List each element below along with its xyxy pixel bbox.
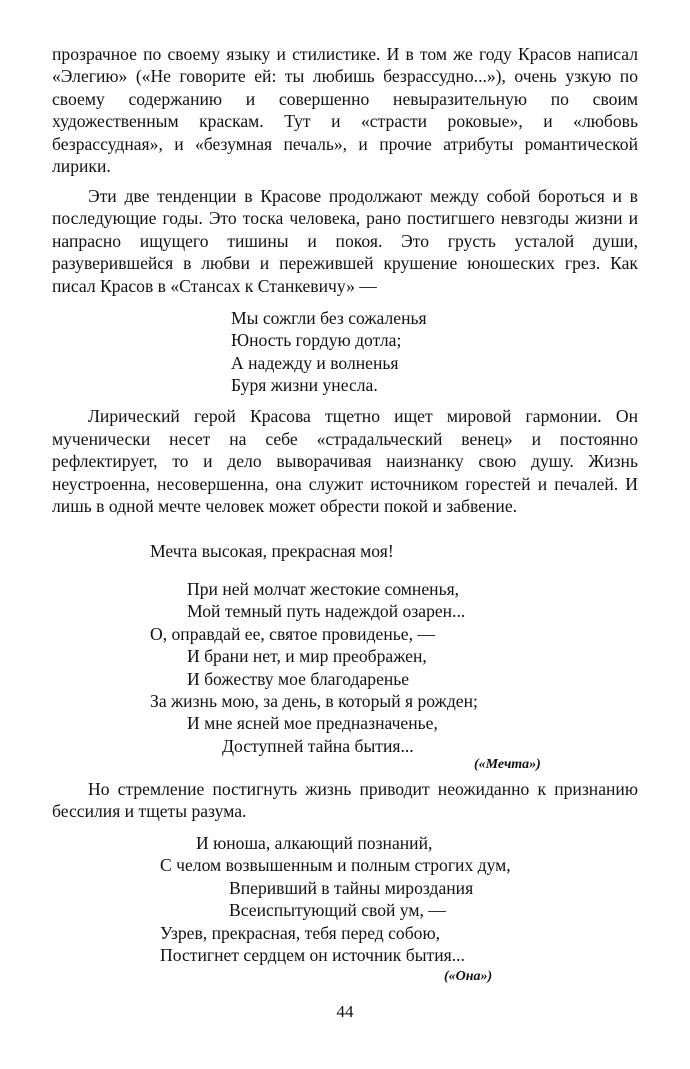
verse-line: О, оправдай ее, святое провиденье, — — [150, 623, 435, 644]
verse-line: При ней молчат жестокие сомненья, — [187, 579, 460, 599]
paragraph-lyrical-hero: Лирический герой Красова тщетно ищет мировой гармонии. Он мученически несет на себе «страдальческий венец» и постоянно рефлектирует, то и дело выворачивая наизнанку свою душу. Жизнь неустроенна, несовершенна, она служит источником горестей и печалей. И лишь в одной мечте человек может обрести покой и забвение. — [52, 406, 638, 517]
verse-ona — [160, 832, 511, 966]
verse-line: Постигнет сердцем он источник бытия... — [160, 945, 465, 966]
verse-line: А надежду и волненья — [231, 352, 399, 373]
page-number: 44 — [336, 1002, 354, 1021]
verse-line: Мой темный путь надеждой озарен... — [187, 601, 466, 622]
paragraph-two-tendencies: Эти две тенденции в Красове продолжают между собой бороться и в последующие годы. Это тоска человека, рано постигшего невзгоды жизни и напрасно ищущего тишины и покоя. Это грусть усталой души, разуверившейся в любви и пережившей крушение юношеских грез. Как писал Красов в «Стансах к Станкевичу» — — [52, 186, 638, 296]
verse-line: Всеиспытующий свой ум, — — [229, 900, 446, 921]
verse-line: Доступней тайна бытия... — [222, 735, 414, 756]
verse-line: Буря жизни унесла. — [231, 375, 378, 396]
verse-mechta — [150, 578, 478, 757]
verse-mechta-first-line — [150, 540, 394, 562]
source-ona: («Она») — [444, 969, 493, 984]
verse-line: И божеству мое благодаренье — [187, 668, 410, 689]
verse-line: Мы сожгли без сожаленья — [231, 308, 427, 328]
verse-line: Вперивший в тайны мироздания — [229, 877, 474, 898]
verse-line: И мне ясней мое предназначенье, — [187, 713, 438, 734]
paragraph-striving: Но стремление постигнуть жизнь приводит неожиданно к признанию бессилия и тщеты разума. — [52, 779, 638, 822]
verse-line: И брани нет, и мир преображен, — [187, 646, 427, 667]
source-mechta: («Мечта») — [474, 757, 541, 772]
verse-stanzas-to-stankevich — [231, 307, 427, 397]
verse-line: Юность гордую дотла; — [231, 330, 402, 351]
verse-line: С челом возвышенным и полным строгих дум, — [160, 855, 511, 876]
paragraph-elegy: прозрачное по своему языку и стилистике. И в том же году Красов написал «Элегию» («Не говорите ей: ты любишь безрассудно...»), очень узкую по своему содержанию и совершенно невыразительную по своим художественным краскам. Тут и «страсти роковые», и «любовь безрассудная», и «безумная печаль», и прочие атрибуты романтической лирики. — [52, 44, 638, 177]
verse-line: Мечта высокая, прекрасная моя! — [150, 541, 394, 561]
verse-line: Узрев, прекрасная, тебя перед собою, — [160, 922, 441, 943]
verse-line: И юноша, алкающий познаний, — [196, 833, 433, 853]
verse-line: За жизнь мою, за день, в который я рожден; — [150, 691, 478, 712]
